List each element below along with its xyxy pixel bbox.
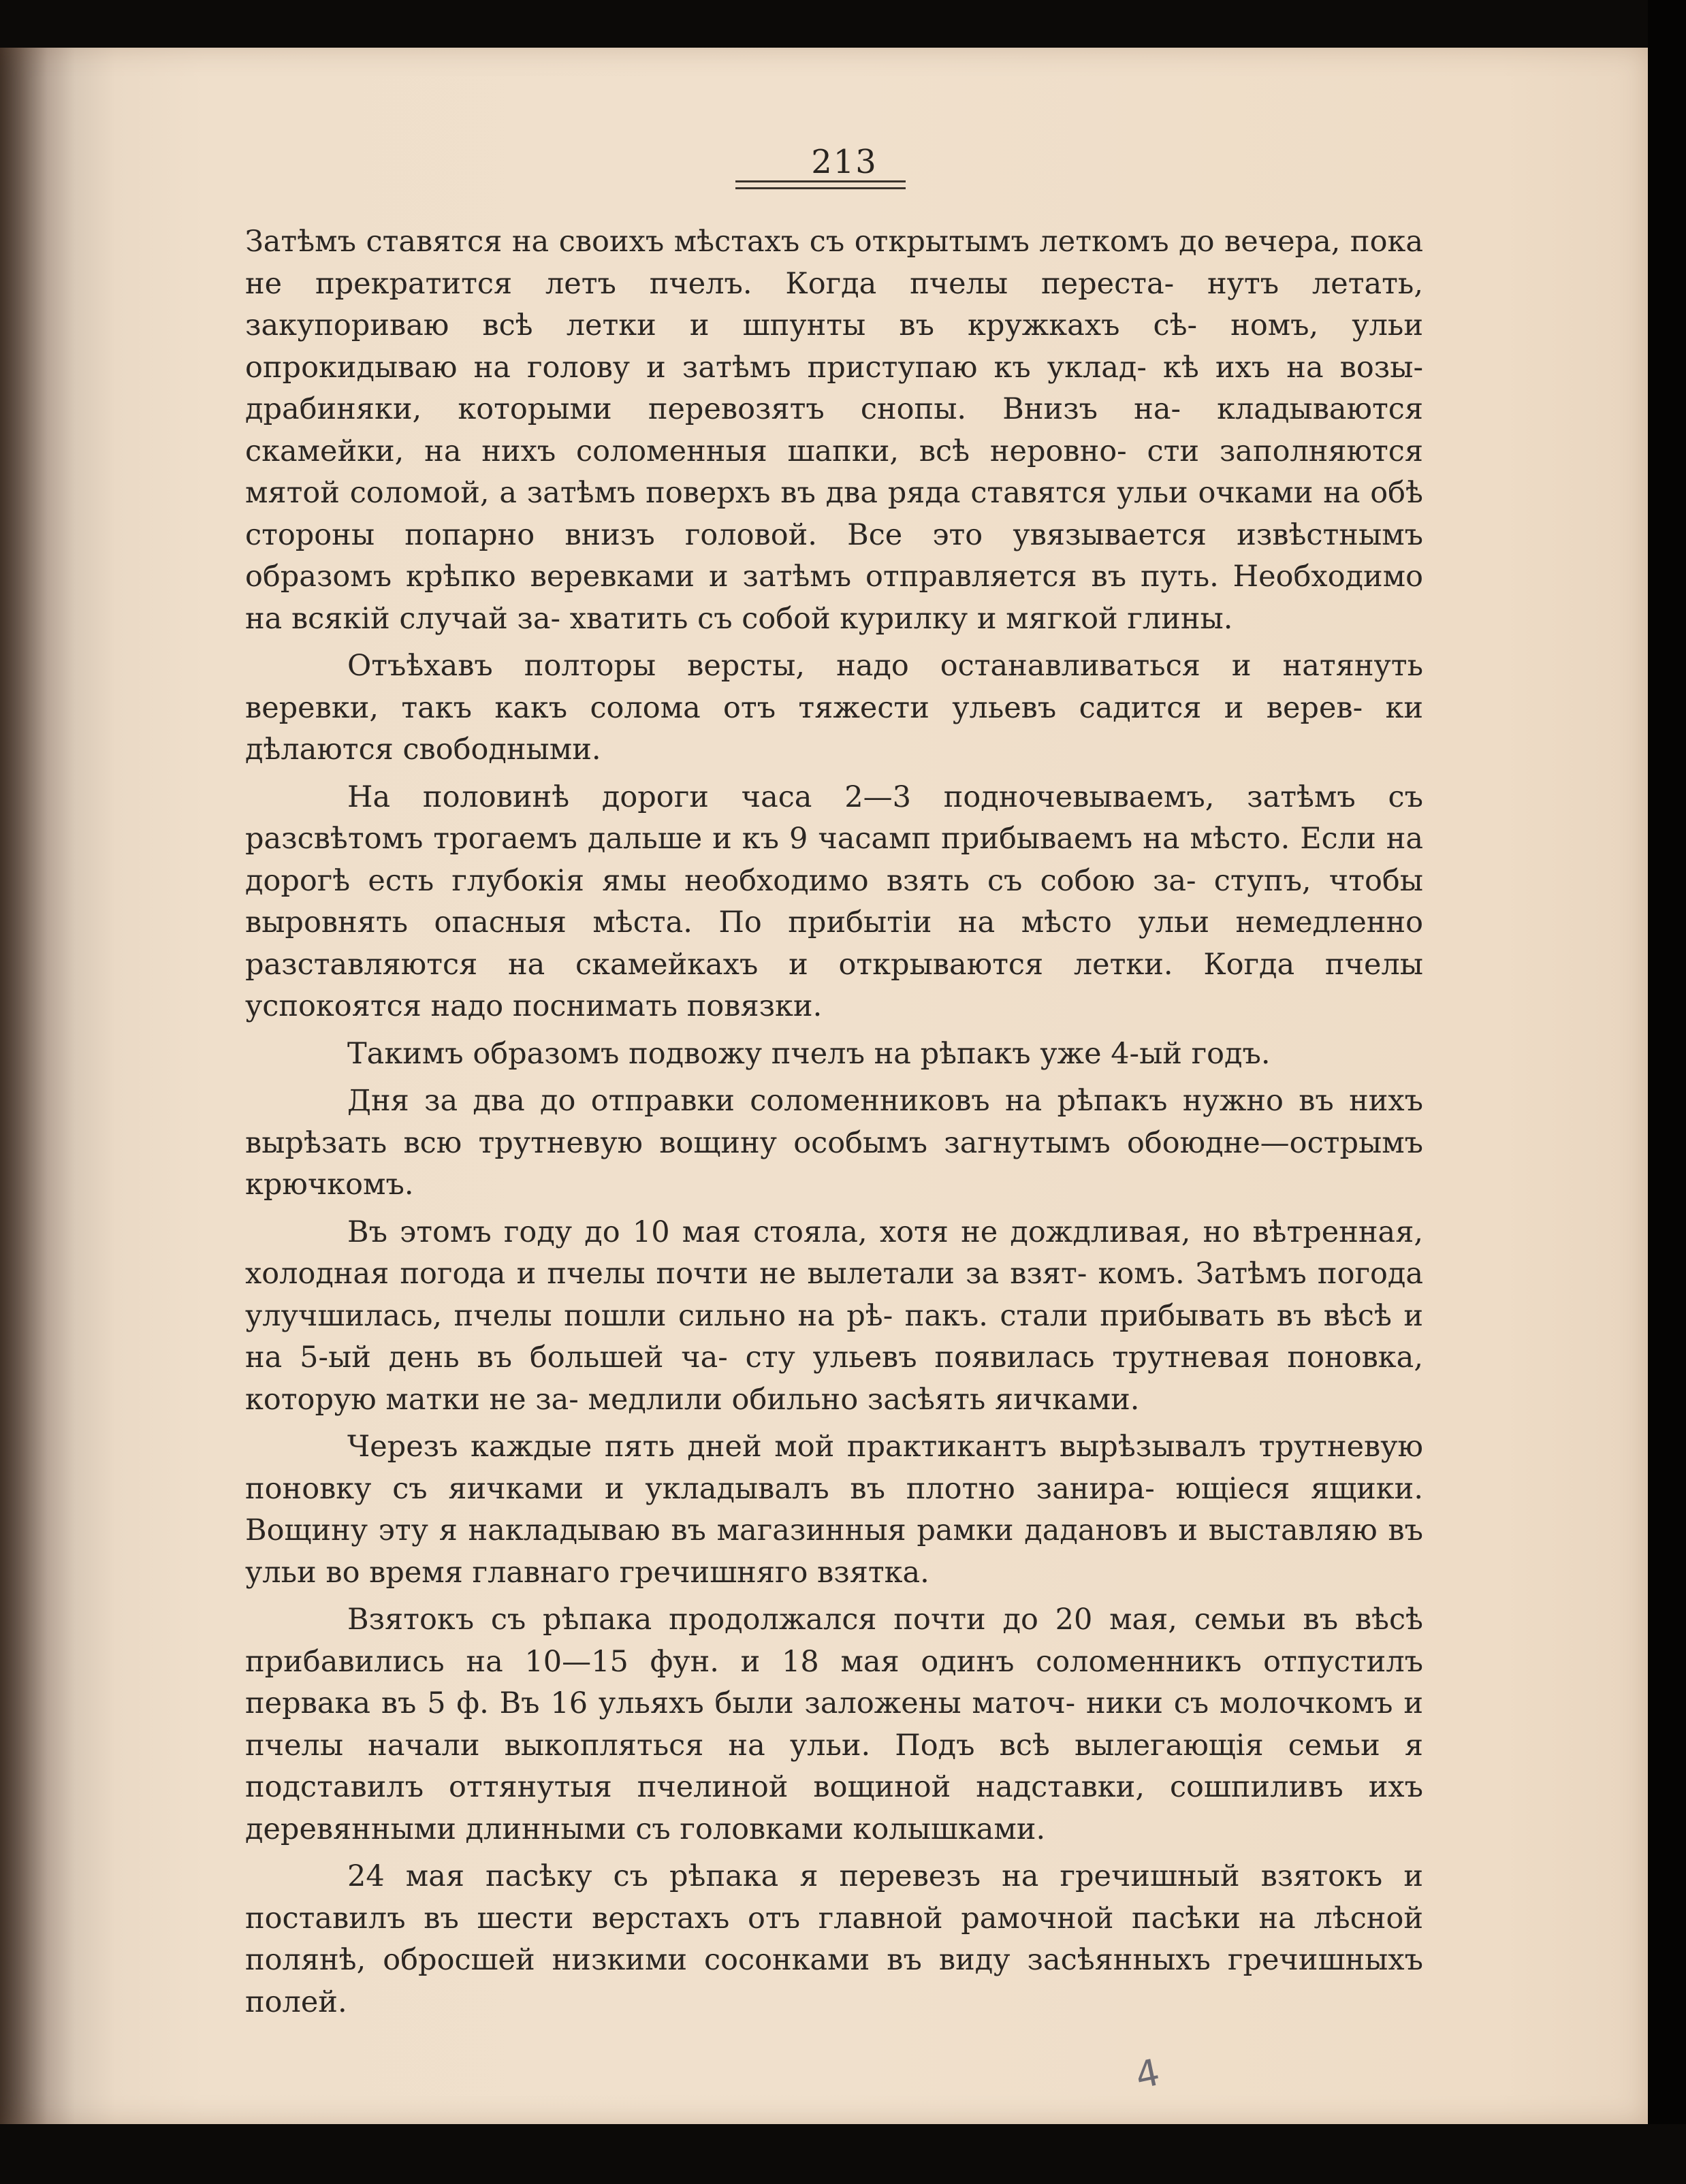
scan-right-border: [1648, 0, 1686, 2184]
paragraph-4: Такимъ образомъ подвожу пчелъ на рѣпакъ уже 4-ый годъ.: [347, 1036, 1271, 1071]
paragraph-6: Въ этомъ году до 10 мая стояла, хотя не дождливая, но вѣтренная, холодная погода и пчелы почти не вылетали за взят- комъ. Затѣмъ погода улучшилась, пчелы пошли сильно на рѣ- пакъ. стали прибывать въ вѣсѣ и на 5-ый день въ большей ча- сту ульевъ появилась трутневая поновка, которую матки не за- медлили обильно засѣять яичками.: [245, 1215, 1423, 1417]
page-number: 213: [811, 143, 878, 181]
paragraph-8: Взятокъ съ рѣпака продолжался почти до 20 мая, семьи въ вѣсѣ прибавились на 10—15 фун. и 18 мая одинъ соломенникъ отпустилъ первака въ 5 ф. Въ 16 ульяхъ были заложены маточ- ники съ молочкомъ и пчелы начали выкопляться на ульи. Подъ всѣ вылегающія семьи я подставилъ оттянутыя пчелиной вощиной надставки, сошпиливъ ихъ деревянными длинными съ головками колышками.: [245, 1603, 1423, 1846]
paragraph-1: Затѣмъ ставятся на своихъ мѣстахъ съ открытымъ леткомъ до вечера, пока не прекратится летъ пчелъ. Когда пчелы переста- нутъ летать, закупориваю всѣ летки и шпунты въ кружкахъ сѣ- номъ, ульи опрокидываю на голову и затѣмъ приступаю къ уклад- кѣ ихъ на возы-драбиняки, которыми перевозятъ снопы. Внизъ на- кладываются скамейки, на нихъ соломенныя шапки, всѣ неровно- сти заполняются мятой соломой, а затѣмъ поверхъ въ два ряда ставятся ульи очками на обѣ стороны попарно внизъ головой. Все это увязывается извѣстнымъ образомъ крѣпко веревками и затѣмъ отправляется въ путь. Необходимо на всякій случай за- хватить съ собой курилку и мягкой глины.: [245, 225, 1423, 636]
book-page: [0, 48, 1648, 2124]
scan-bottom-border: [0, 2124, 1686, 2184]
paragraph-9: 24 мая пасѣку съ рѣпака я перевезъ на гречишный взятокъ и поставилъ въ шести верстахъ отъ главной рамочной пасѣки на лѣсной полянѣ, обросшей низкими сосонками въ виду засѣянныхъ гречишныхъ полей.: [245, 1859, 1423, 2019]
header-rule-upper: [735, 180, 906, 182]
scan-top-border: [0, 0, 1686, 48]
pencil-mark: 4: [1131, 2051, 1164, 2098]
header-rule-lower: [735, 187, 906, 189]
paragraph-3: На половинѣ дороги часа 2—3 подночевываемъ, затѣмъ съ разсвѣтомъ трогаемъ дальше и къ 9 часамп прибываемъ на мѣсто. Если на дорогѣ есть глубокія ямы необходимо взять съ собою за- ступъ, чтобы выровнять опасныя мѣста. По прибытіи на мѣсто ульи немедленно разставляются на скамейкахъ и открываются летки. Когда пчелы успокоятся надо поснимать повязки.: [245, 780, 1423, 1023]
page-body: [245, 221, 1423, 2029]
paragraph-2: Отъѣхавъ полторы версты, надо останавливаться и натянуть веревки, такъ какъ солома отъ тяжести ульевъ садится и верев- ки дѣлаются свободными.: [245, 649, 1423, 767]
paragraph-7: Черезъ каждые пять дней мой практикантъ вырѣзывалъ трутневую поновку съ яичками и укладывалъ въ плотно занира- ющіеся ящики. Вощину эту я накладываю въ магазинныя рамки дадановъ и выставляю въ ульи во время главнаго гречишняго взятка.: [245, 1430, 1423, 1590]
paragraph-5: Дня за два до отправки соломенниковъ на рѣпакъ нужно въ нихъ вырѣзать всю трутневую вощину особымъ загнутымъ обоюдне—острымъ крючкомъ.: [245, 1084, 1423, 1202]
